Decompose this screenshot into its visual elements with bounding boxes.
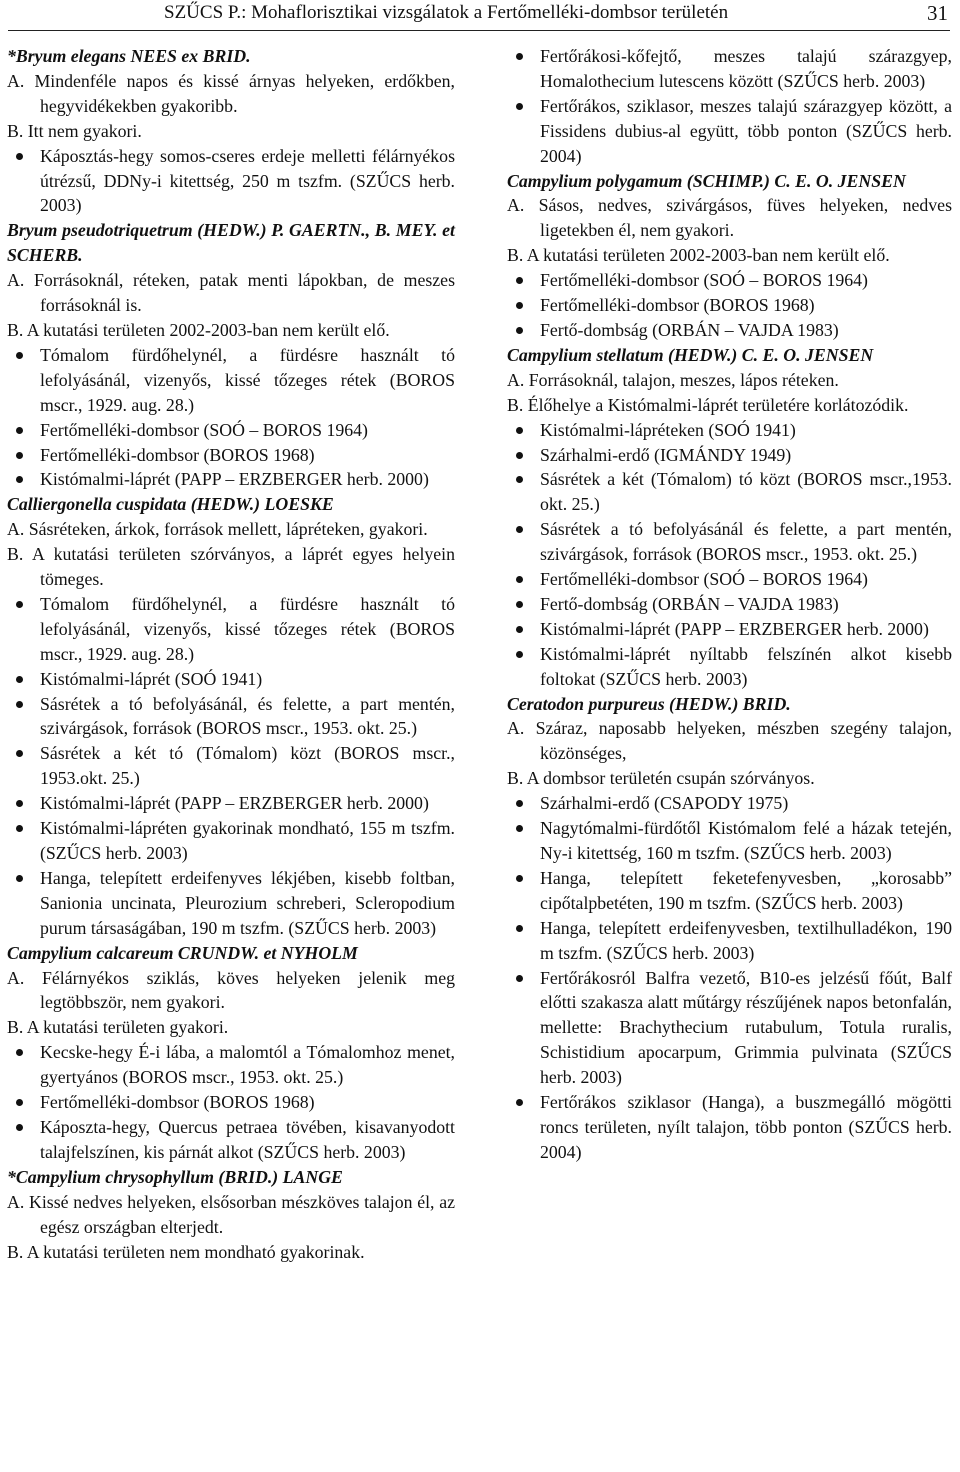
occurrence-list-item: Hanga, telepített erdeifenyves lékjében, kisebb foltban, Sanionia uncinata, Pleurozium schreberi, Scleropodium purum társaságában, 190 m tszfm. (SZŰCS herb. 2003) <box>7 866 455 941</box>
occurrence-list-item: Sásrétek a tó befolyásánál és felette, a part mentén, szivárgások, források (BOROS mscr., 1953. okt. 25.) <box>507 517 952 567</box>
occurrence-list-item: Kecske-hegy É-i lába, a malomtól a Tómalomhoz menet, gyertyános (BOROS mscr., 1953. okt. 25.) <box>7 1040 455 1090</box>
occurrence-list-item: Kistómalmi-lápréteken (SOÓ 1941) <box>507 418 952 443</box>
species-heading: Campylium stellatum (HEDW.) C. E. O. JENSEN <box>507 344 874 365</box>
occurrence-list-item: Fertőmelléki-dombsor (SOÓ – BOROS 1964) <box>507 268 952 293</box>
section-paragraph: B. Itt nem gyakori. <box>7 120 142 141</box>
occurrence-list-item: Fertő-dombság (ORBÁN – VAJDA 1983) <box>507 592 952 617</box>
species-heading: Campylium calcareum CRUNDW. et NYHOLM <box>7 942 358 963</box>
occurrence-list-item: Kistómalmi-láprét nyíltabb felszínén alkot kisebb foltokat (SZŰCS herb. 2003) <box>507 642 952 692</box>
occurrence-list-item: Fertőmelléki-dombsor (BOROS 1968) <box>507 293 952 318</box>
section-paragraph: B. Élőhelye a Kistómalmi-láprét területére korlátozódik. <box>507 394 909 415</box>
section-paragraph: A. Mindenféle napos és kissé árnyas helyeken, erdőkben, hegyvidékekben gyakoribb. <box>7 70 455 116</box>
species-heading: *Bryum elegans NEES ex BRID. <box>7 46 251 66</box>
occurrence-list-item: Fertőrákos, sziklasor, meszes talajú szárazgyep között, a Fissidens dubius-al együtt, több ponton (SZŰCS herb. 2004) <box>507 94 952 169</box>
occurrence-list-item: Fertőmelléki-dombsor (BOROS 1968) <box>7 1090 455 1115</box>
occurrence-list-item: Szárhalmi-erdő (IGMÁNDY 1949) <box>507 443 952 468</box>
species-heading: Ceratodon purpureus (HEDW.) BRID. <box>507 693 791 714</box>
section-paragraph: A. Sásos, nedves, szivárgásos, füves helyeken, nedves ligetekben él, nem gyakori. <box>507 195 952 241</box>
species-heading: Bryum pseudotriquetrum (HEDW.) P. GAERTN., B. MEY. et SCHERB. <box>7 220 455 266</box>
occurrence-list-item: Fertőrákos sziklasor (Hanga), a buszmegálló mögötti roncs területen, nyílt talajon, több ponton (SZŰCS herb. 2004) <box>507 1090 952 1165</box>
occurrence-list-item: Fertő-dombság (ORBÁN – VAJDA 1983) <box>507 318 952 343</box>
species-heading: *Campylium chrysophyllum (BRID.) LANGE <box>7 1166 343 1187</box>
section-paragraph: B. A kutatási területen nem mondható gyakorinak. <box>7 1241 365 1262</box>
occurrence-list-item: Hanga, telepített feketefenyvesben, „korosabb” cipőtalpbetéten, 190 m tszfm. (SZŰCS herb. 2003) <box>507 866 952 916</box>
occurrence-list-item: Nagytómalmi-fürdőtől Kistómalom felé a házak tetején, Ny-i kitettség, 160 m tszfm. (SZŰCS herb. 2003) <box>507 816 952 866</box>
left-column <box>7 44 455 1264</box>
occurrence-list-item: Fertőmelléki-dombsor (SOÓ – BOROS 1964) <box>7 418 455 443</box>
section-paragraph: A. Kissé nedves helyeken, elsősorban mészköves talajon él, az egész országban elterjedt. <box>7 1191 455 1237</box>
running-title: SZŰCS P.: Mohaflorisztikai vizsgálatok a Fertőmelléki-dombsor területén <box>164 2 729 23</box>
occurrence-list-item: Káposztás-hegy somos-cseres erdeje melletti félárnyékos útrézsű, DDNy-i kitettség, 250 m tszfm. (SZŰCS herb. 2003) <box>7 144 455 219</box>
occurrence-list-item: Káposzta-hegy, Quercus petraea tövében, kisavanyodott talajfelszínen, kis párnát alkot (SZŰCS herb. 2003) <box>7 1115 455 1165</box>
section-paragraph: A. Félárnyékos sziklás, köves helyeken jelenik meg legtöbbször, nem gyakori. <box>7 967 455 1013</box>
section-paragraph: B. A dombsor területén csupán szórványos. <box>507 768 815 789</box>
occurrence-list-item: Tómalom fürdőhelynél, a fürdésre használt tó lefolyásánál, vizenyős, kissé tőzeges rétek (BOROS mscr., 1929. aug. 28.) <box>7 343 455 418</box>
running-header <box>8 0 950 31</box>
occurrence-list-item: Fertőmelléki-dombsor (SOÓ – BOROS 1964) <box>507 567 952 592</box>
section-paragraph: B. A kutatási területen szórványos, a láprét egyes helyein tömeges. <box>7 544 455 590</box>
occurrence-list-item: Tómalom fürdőhelynél, a fürdésre használt tó lefolyásánál, vizenyős, kissé tőzeges rétek (BOROS mscr., 1929. aug. 28.) <box>7 592 455 667</box>
species-heading: Campylium polygamum (SCHIMP.) C. E. O. JENSEN <box>507 170 906 191</box>
section-paragraph: A. Sásréteken, árkok, források mellett, lápréteken, gyakori. <box>7 519 428 540</box>
section-paragraph: B. A kutatási területen 2002-2003-ban nem került elő. <box>507 245 890 266</box>
occurrence-list-item: Kistómalmi-láprét (SOÓ 1941) <box>7 667 455 692</box>
section-paragraph: B. A kutatási területen 2002-2003-ban nem került elő. <box>7 319 390 340</box>
occurrence-list-item: Sásrétek a két tó (Tómalom) közt (BOROS mscr., 1953.okt. 25.) <box>7 741 455 791</box>
section-paragraph: B. A kutatási területen gyakori. <box>7 1017 229 1038</box>
occurrence-list-item: Kistómalmi-láprét (PAPP – ERZBERGER herb. 2000) <box>507 617 952 642</box>
occurrence-list-item: Kistómalmi-láprét (PAPP – ERZBERGER herb. 2000) <box>7 791 455 816</box>
occurrence-list-item: Sásrétek a két (Tómalom) tó közt (BOROS mscr.,1953. okt. 25.) <box>507 467 952 517</box>
occurrence-list-item: Kistómalmi-láprét (PAPP – ERZBERGER herb. 2000) <box>7 467 455 492</box>
occurrence-list-item: Szárhalmi-erdő (CSAPODY 1975) <box>507 791 952 816</box>
occurrence-list-item: Sásrétek a tó befolyásánál, és felette, a part mentén, szivárgások, források (BOROS mscr., 1953. okt. 25.) <box>7 692 455 742</box>
page-number: 31 <box>927 1 948 25</box>
right-column <box>507 44 952 1165</box>
section-paragraph: A. Forrásoknál, réteken, patak menti lápokban, de meszes forrásoknál is. <box>7 270 455 316</box>
occurrence-list-item: Kistómalmi-lápréten gyakorinak mondható, 155 m tszfm. (SZŰCS herb. 2003) <box>7 816 455 866</box>
occurrence-list-item: Fertőrákosról Balfra vezető, B10-es jelzésű főút, Balf előtti szakasza alatt műtárgy részűjének napos betonfalán, mellette: Brachythecium rutabulum, Totula ruralis, Schistidium apocarpum, Grimmia pulvinata (SZŰCS herb. 2003) <box>507 966 952 1091</box>
section-paragraph: A. Száraz, naposabb helyeken, mészben szegény talajon, közönséges, <box>507 718 952 764</box>
occurrence-list-item: Hanga, telepített erdeifenyvesben, textilhulladékon, 190 m tszfm. (SZŰCS herb. 2003) <box>507 916 952 966</box>
occurrence-list-item: Fertőrákosi-kőfejtő, meszes talajú szárazgyep, Homalothecium lutescens között (SZŰCS herb. 2003) <box>507 44 952 94</box>
section-paragraph: A. Forrásoknál, talajon, meszes, lápos réteken. <box>507 369 839 390</box>
species-heading: Calliergonella cuspidata (HEDW.) LOESKE <box>7 494 334 515</box>
occurrence-list-item: Fertőmelléki-dombsor (BOROS 1968) <box>7 443 455 468</box>
